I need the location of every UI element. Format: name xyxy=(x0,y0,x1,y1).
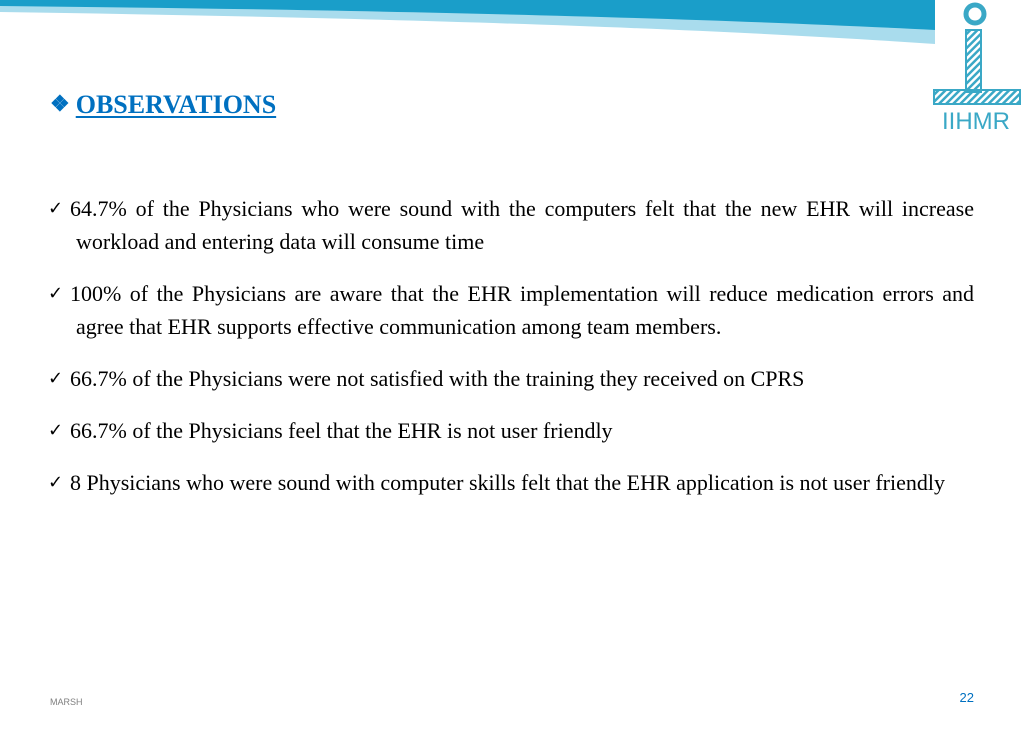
page-number: 22 xyxy=(959,690,974,705)
list-item xyxy=(48,192,974,258)
list-item-text: 66.7% of the Physicians were not satisfied with the training they received on CPRS xyxy=(70,366,805,391)
logo-text: IIHMR xyxy=(942,108,1010,135)
top-decorative-band xyxy=(0,0,1024,50)
observations-list xyxy=(48,192,974,518)
slide-heading xyxy=(50,90,276,120)
list-item-text: 64.7% of the Physicians who were sound with the computers felt that the new EHR will increase workload and entering data will consume time xyxy=(70,196,974,254)
checkmark-icon: ✓ xyxy=(48,472,64,493)
iihmr-logo xyxy=(928,0,1024,135)
checkmark-icon: ✓ xyxy=(48,368,64,389)
list-item-text: 100% of the Physicians are aware that the EHR implementation will reduce medication errors and agree that EHR supports effective communication among team members. xyxy=(70,281,974,339)
list-item-text: 66.7% of the Physicians feel that the EHR is not user friendly xyxy=(70,418,613,443)
list-item xyxy=(48,466,974,499)
heading-text: OBSERVATIONS xyxy=(75,90,277,119)
footer-label: MARSH xyxy=(50,697,83,707)
list-item-text: 8 Physicians who were sound with computer skills felt that the EHR application is not user friendly xyxy=(70,470,945,495)
list-item xyxy=(48,414,974,447)
checkmark-icon: ✓ xyxy=(48,420,64,441)
list-item xyxy=(48,362,974,395)
diamond-bullet-icon: ❖ xyxy=(50,91,70,116)
checkmark-icon: ✓ xyxy=(48,198,64,219)
list-item xyxy=(48,277,974,343)
checkmark-icon: ✓ xyxy=(48,283,64,304)
